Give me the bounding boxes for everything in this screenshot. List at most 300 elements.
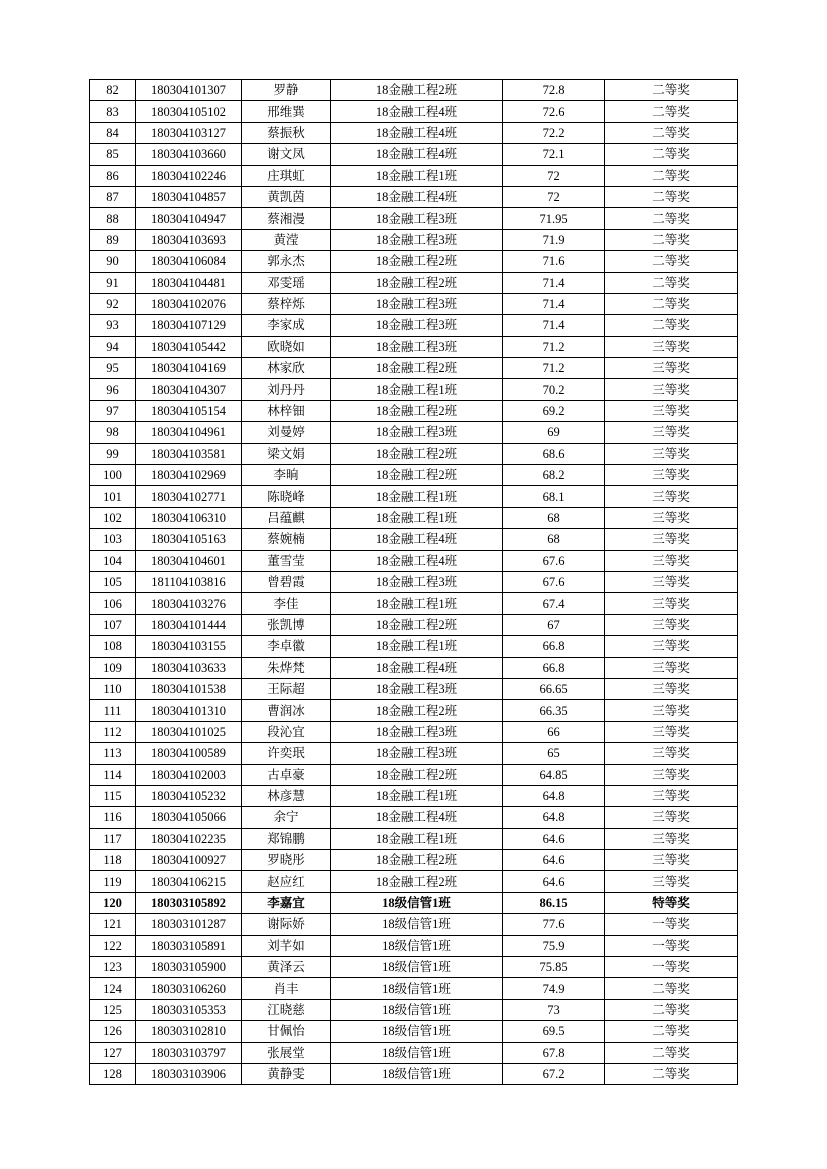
student-id-cell: 180304102771 <box>136 486 242 507</box>
student-id-cell: 180304104947 <box>136 208 242 229</box>
score-cell: 67.4 <box>503 593 605 614</box>
award-cell: 二等奖 <box>605 1042 738 1063</box>
student-id-cell: 180304101444 <box>136 614 242 635</box>
class-cell: 18金融工程3班 <box>331 422 503 443</box>
row-number-cell: 90 <box>90 251 136 272</box>
score-cell: 72 <box>503 186 605 207</box>
class-cell: 18金融工程3班 <box>331 208 503 229</box>
table-row <box>90 1021 738 1042</box>
table-row <box>90 358 738 379</box>
table-row <box>90 529 738 550</box>
class-cell: 18金融工程1班 <box>331 636 503 657</box>
score-cell: 72.2 <box>503 122 605 143</box>
award-cell: 二等奖 <box>605 1063 738 1084</box>
row-number-cell: 100 <box>90 465 136 486</box>
score-cell: 68 <box>503 529 605 550</box>
row-number-cell: 115 <box>90 785 136 806</box>
row-number-cell: 85 <box>90 144 136 165</box>
row-number-cell: 108 <box>90 636 136 657</box>
student-name-cell: 董雪莹 <box>242 550 331 571</box>
table-row <box>90 743 738 764</box>
student-name-cell: 郑锦鹏 <box>242 828 331 849</box>
row-number-cell: 125 <box>90 999 136 1020</box>
class-cell: 18金融工程2班 <box>331 358 503 379</box>
table-row <box>90 315 738 336</box>
award-cell: 三等奖 <box>605 764 738 785</box>
student-id-cell: 180304102235 <box>136 828 242 849</box>
student-name-cell: 赵应红 <box>242 871 331 892</box>
award-cell: 二等奖 <box>605 144 738 165</box>
class-cell: 18金融工程3班 <box>331 743 503 764</box>
table-row <box>90 465 738 486</box>
table-row <box>90 807 738 828</box>
award-cell: 三等奖 <box>605 358 738 379</box>
class-cell: 18金融工程1班 <box>331 165 503 186</box>
row-number-cell: 112 <box>90 721 136 742</box>
class-cell: 18金融工程1班 <box>331 507 503 528</box>
award-cell: 二等奖 <box>605 186 738 207</box>
award-cell: 三等奖 <box>605 571 738 592</box>
row-number-cell: 126 <box>90 1021 136 1042</box>
award-cell: 二等奖 <box>605 80 738 101</box>
student-id-cell: 180304104961 <box>136 422 242 443</box>
score-cell: 72.1 <box>503 144 605 165</box>
student-id-cell: 180304105102 <box>136 101 242 122</box>
student-id-cell: 180304103127 <box>136 122 242 143</box>
table-row <box>90 978 738 999</box>
score-cell: 71.2 <box>503 358 605 379</box>
student-name-cell: 谢际娇 <box>242 914 331 935</box>
table-row <box>90 550 738 571</box>
row-number-cell: 88 <box>90 208 136 229</box>
student-id-cell: 180303105891 <box>136 935 242 956</box>
student-name-cell: 林梓钿 <box>242 400 331 421</box>
table-row <box>90 593 738 614</box>
score-cell: 73 <box>503 999 605 1020</box>
student-name-cell: 吕蕴麒 <box>242 507 331 528</box>
award-cell: 三等奖 <box>605 550 738 571</box>
row-number-cell: 111 <box>90 700 136 721</box>
student-name-cell: 肖丰 <box>242 978 331 999</box>
student-name-cell: 黄滢 <box>242 229 331 250</box>
student-name-cell: 梁文娟 <box>242 443 331 464</box>
table-row <box>90 144 738 165</box>
student-id-cell: 180303106260 <box>136 978 242 999</box>
student-id-cell: 180304102003 <box>136 764 242 785</box>
table-row <box>90 636 738 657</box>
award-cell: 三等奖 <box>605 400 738 421</box>
student-id-cell: 180304102076 <box>136 293 242 314</box>
row-number-cell: 92 <box>90 293 136 314</box>
table-row <box>90 272 738 293</box>
score-cell: 66.8 <box>503 636 605 657</box>
class-cell: 18级信管1班 <box>331 892 503 913</box>
student-name-cell: 蔡振秋 <box>242 122 331 143</box>
class-cell: 18金融工程2班 <box>331 850 503 871</box>
student-name-cell: 邓雯瑶 <box>242 272 331 293</box>
score-cell: 67.8 <box>503 1042 605 1063</box>
student-id-cell: 180304101025 <box>136 721 242 742</box>
student-id-cell: 180304104169 <box>136 358 242 379</box>
class-cell: 18金融工程2班 <box>331 871 503 892</box>
award-cell: 二等奖 <box>605 1021 738 1042</box>
row-number-cell: 122 <box>90 935 136 956</box>
award-cell: 一等奖 <box>605 935 738 956</box>
award-cell: 三等奖 <box>605 657 738 678</box>
table-row <box>90 764 738 785</box>
table-row <box>90 229 738 250</box>
student-name-cell: 蔡婉楠 <box>242 529 331 550</box>
score-cell: 69.5 <box>503 1021 605 1042</box>
table-row <box>90 999 738 1020</box>
student-id-cell: 180304101307 <box>136 80 242 101</box>
class-cell: 18金融工程3班 <box>331 678 503 699</box>
student-id-cell: 180304101538 <box>136 678 242 699</box>
award-cell: 二等奖 <box>605 122 738 143</box>
student-name-cell: 林彦慧 <box>242 785 331 806</box>
table-row <box>90 828 738 849</box>
score-cell: 71.95 <box>503 208 605 229</box>
award-cell: 三等奖 <box>605 422 738 443</box>
class-cell: 18金融工程3班 <box>331 571 503 592</box>
student-id-cell: 180304103633 <box>136 657 242 678</box>
row-number-cell: 94 <box>90 336 136 357</box>
row-number-cell: 104 <box>90 550 136 571</box>
table-row <box>90 935 738 956</box>
score-cell: 66 <box>503 721 605 742</box>
score-cell: 64.6 <box>503 871 605 892</box>
class-cell: 18级信管1班 <box>331 978 503 999</box>
student-id-cell: 180304106215 <box>136 871 242 892</box>
award-cell: 特等奖 <box>605 892 738 913</box>
student-name-cell: 李嘉宜 <box>242 892 331 913</box>
student-id-cell: 180304103581 <box>136 443 242 464</box>
table-row <box>90 379 738 400</box>
score-cell: 68.1 <box>503 486 605 507</box>
student-id-cell: 180304100589 <box>136 743 242 764</box>
table-row <box>90 400 738 421</box>
class-cell: 18金融工程4班 <box>331 657 503 678</box>
score-cell: 77.6 <box>503 914 605 935</box>
student-name-cell: 蔡梓烁 <box>242 293 331 314</box>
score-cell: 64.8 <box>503 807 605 828</box>
table-row <box>90 293 738 314</box>
student-name-cell: 朱烨梵 <box>242 657 331 678</box>
row-number-cell: 114 <box>90 764 136 785</box>
award-cell: 二等奖 <box>605 293 738 314</box>
class-cell: 18金融工程4班 <box>331 529 503 550</box>
student-id-cell: 180304106310 <box>136 507 242 528</box>
student-name-cell: 欧晓如 <box>242 336 331 357</box>
student-name-cell: 许奕珉 <box>242 743 331 764</box>
table-row <box>90 700 738 721</box>
award-cell: 三等奖 <box>605 743 738 764</box>
student-id-cell: 180303101287 <box>136 914 242 935</box>
award-cell: 三等奖 <box>605 465 738 486</box>
award-cell: 三等奖 <box>605 700 738 721</box>
student-id-cell: 180304105154 <box>136 400 242 421</box>
class-cell: 18级信管1班 <box>331 957 503 978</box>
score-cell: 67.2 <box>503 1063 605 1084</box>
student-name-cell: 江晓慈 <box>242 999 331 1020</box>
award-cell: 三等奖 <box>605 850 738 871</box>
score-cell: 72.6 <box>503 101 605 122</box>
row-number-cell: 107 <box>90 614 136 635</box>
score-cell: 66.65 <box>503 678 605 699</box>
row-number-cell: 93 <box>90 315 136 336</box>
class-cell: 18金融工程2班 <box>331 443 503 464</box>
award-cell: 三等奖 <box>605 678 738 699</box>
row-number-cell: 101 <box>90 486 136 507</box>
table-row <box>90 507 738 528</box>
class-cell: 18金融工程1班 <box>331 593 503 614</box>
class-cell: 18金融工程3班 <box>331 293 503 314</box>
class-cell: 18金融工程2班 <box>331 80 503 101</box>
score-cell: 75.9 <box>503 935 605 956</box>
student-name-cell: 曾碧霞 <box>242 571 331 592</box>
table-row <box>90 443 738 464</box>
score-cell: 67 <box>503 614 605 635</box>
score-cell: 86.15 <box>503 892 605 913</box>
row-number-cell: 103 <box>90 529 136 550</box>
score-cell: 69.2 <box>503 400 605 421</box>
table-row <box>90 678 738 699</box>
student-name-cell: 黄静雯 <box>242 1063 331 1084</box>
award-cell: 二等奖 <box>605 251 738 272</box>
score-cell: 71.9 <box>503 229 605 250</box>
row-number-cell: 123 <box>90 957 136 978</box>
student-id-cell: 180304100927 <box>136 850 242 871</box>
student-name-cell: 谢文凤 <box>242 144 331 165</box>
table-row <box>90 208 738 229</box>
class-cell: 18级信管1班 <box>331 1021 503 1042</box>
student-id-cell: 180304104481 <box>136 272 242 293</box>
table-row <box>90 1042 738 1063</box>
row-number-cell: 109 <box>90 657 136 678</box>
student-name-cell: 刘丹丹 <box>242 379 331 400</box>
score-cell: 64.6 <box>503 850 605 871</box>
student-id-cell: 180304106084 <box>136 251 242 272</box>
student-id-cell: 180304105442 <box>136 336 242 357</box>
class-cell: 18金融工程2班 <box>331 251 503 272</box>
table-row <box>90 614 738 635</box>
score-cell: 68.6 <box>503 443 605 464</box>
student-id-cell: 180304104857 <box>136 186 242 207</box>
student-id-cell: 180303103906 <box>136 1063 242 1084</box>
score-cell: 67.6 <box>503 571 605 592</box>
student-id-cell: 180304102969 <box>136 465 242 486</box>
table-row <box>90 850 738 871</box>
class-cell: 18金融工程2班 <box>331 614 503 635</box>
student-name-cell: 段沁宜 <box>242 721 331 742</box>
student-name-cell: 黄凯茵 <box>242 186 331 207</box>
row-number-cell: 86 <box>90 165 136 186</box>
student-id-cell: 180304103276 <box>136 593 242 614</box>
class-cell: 18金融工程4班 <box>331 186 503 207</box>
class-cell: 18级信管1班 <box>331 999 503 1020</box>
student-name-cell: 罗晓彤 <box>242 850 331 871</box>
student-name-cell: 李佳 <box>242 593 331 614</box>
student-id-cell: 180303105900 <box>136 957 242 978</box>
table-row <box>90 486 738 507</box>
table-row <box>90 721 738 742</box>
row-number-cell: 91 <box>90 272 136 293</box>
table-row <box>90 165 738 186</box>
score-cell: 64.6 <box>503 828 605 849</box>
class-cell: 18金融工程1班 <box>331 486 503 507</box>
score-cell: 75.85 <box>503 957 605 978</box>
award-cell: 三等奖 <box>605 443 738 464</box>
table-row <box>90 336 738 357</box>
class-cell: 18金融工程4班 <box>331 807 503 828</box>
student-id-cell: 180304102246 <box>136 165 242 186</box>
award-cell: 三等奖 <box>605 614 738 635</box>
award-cell: 三等奖 <box>605 486 738 507</box>
row-number-cell: 97 <box>90 400 136 421</box>
score-cell: 66.8 <box>503 657 605 678</box>
student-name-cell: 张展堂 <box>242 1042 331 1063</box>
class-cell: 18金融工程2班 <box>331 400 503 421</box>
award-cell: 一等奖 <box>605 914 738 935</box>
table-row <box>90 122 738 143</box>
row-number-cell: 105 <box>90 571 136 592</box>
award-cell: 二等奖 <box>605 229 738 250</box>
award-cell: 二等奖 <box>605 165 738 186</box>
class-cell: 18金融工程3班 <box>331 721 503 742</box>
class-cell: 18金融工程3班 <box>331 336 503 357</box>
table-row <box>90 785 738 806</box>
student-name-cell: 刘曼婷 <box>242 422 331 443</box>
row-number-cell: 117 <box>90 828 136 849</box>
row-number-cell: 121 <box>90 914 136 935</box>
student-id-cell: 180303105892 <box>136 892 242 913</box>
class-cell: 18级信管1班 <box>331 1063 503 1084</box>
class-cell: 18金融工程2班 <box>331 272 503 293</box>
student-id-cell: 180303105353 <box>136 999 242 1020</box>
award-cell: 二等奖 <box>605 272 738 293</box>
class-cell: 18级信管1班 <box>331 1042 503 1063</box>
award-cell: 一等奖 <box>605 957 738 978</box>
table-row <box>90 914 738 935</box>
student-id-cell: 180304103693 <box>136 229 242 250</box>
score-cell: 64.85 <box>503 764 605 785</box>
row-number-cell: 87 <box>90 186 136 207</box>
award-cell: 三等奖 <box>605 785 738 806</box>
award-cell: 三等奖 <box>605 507 738 528</box>
award-cell: 二等奖 <box>605 999 738 1020</box>
row-number-cell: 89 <box>90 229 136 250</box>
student-name-cell: 曹润冰 <box>242 700 331 721</box>
row-number-cell: 113 <box>90 743 136 764</box>
row-number-cell: 128 <box>90 1063 136 1084</box>
student-id-cell: 180303102810 <box>136 1021 242 1042</box>
row-number-cell: 127 <box>90 1042 136 1063</box>
score-cell: 69 <box>503 422 605 443</box>
score-cell: 71.6 <box>503 251 605 272</box>
class-cell: 18金融工程4班 <box>331 144 503 165</box>
score-cell: 72 <box>503 165 605 186</box>
table-row <box>90 871 738 892</box>
table-row <box>90 251 738 272</box>
row-number-cell: 82 <box>90 80 136 101</box>
class-cell: 18金融工程2班 <box>331 700 503 721</box>
student-id-cell: 180304105163 <box>136 529 242 550</box>
award-cell: 二等奖 <box>605 208 738 229</box>
award-cell: 三等奖 <box>605 871 738 892</box>
score-cell: 64.8 <box>503 785 605 806</box>
table-row <box>90 892 738 913</box>
student-name-cell: 张凯博 <box>242 614 331 635</box>
student-id-cell: 180304105232 <box>136 785 242 806</box>
row-number-cell: 124 <box>90 978 136 999</box>
award-cell: 三等奖 <box>605 807 738 828</box>
score-cell: 71.4 <box>503 315 605 336</box>
award-cell: 三等奖 <box>605 636 738 657</box>
award-cell: 二等奖 <box>605 315 738 336</box>
table-row <box>90 101 738 122</box>
score-cell: 65 <box>503 743 605 764</box>
row-number-cell: 110 <box>90 678 136 699</box>
class-cell: 18金融工程4班 <box>331 101 503 122</box>
student-name-cell: 黄泽云 <box>242 957 331 978</box>
student-name-cell: 陈晓峰 <box>242 486 331 507</box>
row-number-cell: 102 <box>90 507 136 528</box>
row-number-cell: 96 <box>90 379 136 400</box>
student-id-cell: 180304103660 <box>136 144 242 165</box>
class-cell: 18金融工程2班 <box>331 465 503 486</box>
student-name-cell: 李晌 <box>242 465 331 486</box>
score-cell: 71.4 <box>503 272 605 293</box>
score-cell: 66.35 <box>503 700 605 721</box>
student-name-cell: 甘佩怡 <box>242 1021 331 1042</box>
award-cell: 三等奖 <box>605 529 738 550</box>
award-cell: 二等奖 <box>605 978 738 999</box>
row-number-cell: 83 <box>90 101 136 122</box>
row-number-cell: 106 <box>90 593 136 614</box>
table-row <box>90 422 738 443</box>
student-id-cell: 180304103155 <box>136 636 242 657</box>
class-cell: 18金融工程4班 <box>331 122 503 143</box>
student-id-cell: 181104103816 <box>136 571 242 592</box>
row-number-cell: 116 <box>90 807 136 828</box>
student-name-cell: 林家欣 <box>242 358 331 379</box>
student-name-cell: 余宁 <box>242 807 331 828</box>
table-row <box>90 657 738 678</box>
score-cell: 72.8 <box>503 80 605 101</box>
student-id-cell: 180303103797 <box>136 1042 242 1063</box>
class-cell: 18金融工程4班 <box>331 550 503 571</box>
student-name-cell: 古卓豪 <box>242 764 331 785</box>
score-cell: 74.9 <box>503 978 605 999</box>
row-number-cell: 99 <box>90 443 136 464</box>
table-row <box>90 957 738 978</box>
table-row <box>90 1063 738 1084</box>
class-cell: 18金融工程3班 <box>331 315 503 336</box>
class-cell: 18金融工程1班 <box>331 379 503 400</box>
score-cell: 68 <box>503 507 605 528</box>
student-name-cell: 罗静 <box>242 80 331 101</box>
class-cell: 18级信管1班 <box>331 935 503 956</box>
student-name-cell: 蔡湘漫 <box>242 208 331 229</box>
award-cell: 二等奖 <box>605 101 738 122</box>
student-id-cell: 180304104307 <box>136 379 242 400</box>
award-table <box>89 79 738 1085</box>
class-cell: 18金融工程1班 <box>331 828 503 849</box>
score-cell: 67.6 <box>503 550 605 571</box>
student-id-cell: 180304107129 <box>136 315 242 336</box>
score-cell: 71.2 <box>503 336 605 357</box>
row-number-cell: 120 <box>90 892 136 913</box>
